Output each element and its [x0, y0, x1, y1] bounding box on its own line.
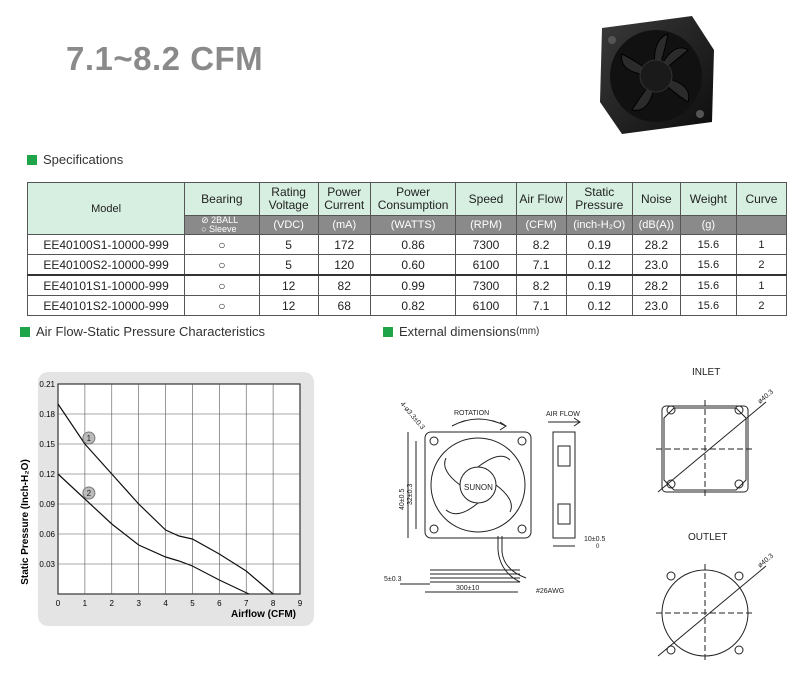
strip-dim: 5±0.3 [384, 576, 402, 583]
y-tick-label: 0.03 [39, 560, 55, 569]
chart-y-label: Static Pressure (Inch-H₂O) [20, 459, 31, 585]
rotation-arrow-icon [452, 419, 506, 426]
y-tick-label: 0.18 [39, 410, 55, 419]
bearing-options: ⊘ 2BALL ○ Sleeve [185, 216, 259, 235]
awg-label: #26AWG [536, 588, 565, 595]
fan-product-image [592, 10, 720, 138]
pressure-airflow-chart [14, 372, 314, 628]
y-tick-label: 0.09 [39, 500, 55, 509]
table-cell-weight: 15.6 [680, 235, 736, 255]
col-airflow: Air Flow [516, 183, 566, 216]
table-cell-speed: 7300 [456, 275, 516, 296]
table-cell-noise: 28.2 [632, 275, 680, 296]
table-cell-noise: 23.0 [632, 255, 680, 276]
col-consumption: Power Consumption [370, 183, 456, 216]
col-current: Power Current [318, 183, 370, 216]
x-tick-label: 7 [243, 599, 249, 608]
table-cell-airflow: 7.1 [516, 255, 566, 276]
series-label-1: 1 [86, 434, 92, 443]
table-row [28, 255, 787, 276]
table-cell-weight: 15.6 [680, 296, 736, 316]
table-cell-noise: 28.2 [632, 235, 680, 255]
spec-table-body [28, 235, 787, 316]
table-cell-bearing: ○ [185, 296, 259, 316]
sleeve-option-icon: ○ [201, 224, 210, 234]
table-cell-voltage: 5 [259, 255, 318, 276]
x-tick-label: 6 [217, 599, 222, 608]
table-cell-airflow: 7.1 [516, 296, 566, 316]
x-tick-label: 5 [190, 599, 195, 608]
table-cell-power: 0.86 [370, 235, 456, 255]
col-speed: Speed [456, 183, 516, 216]
col-curve: Curve [736, 183, 786, 216]
y-tick-label: 0.06 [39, 530, 55, 539]
table-cell-current: 172 [318, 235, 370, 255]
inlet-view [656, 400, 766, 498]
unit-pressure: (inch-H₂O) [566, 216, 632, 235]
table-cell-pressure: 0.19 [566, 275, 632, 296]
page-title: 7.1~8.2 CFM [66, 40, 264, 77]
chart-x-label: Airflow (CFM) [231, 609, 296, 620]
table-cell-current: 82 [318, 275, 370, 296]
green-bullet-icon [383, 327, 393, 337]
unit-speed: (RPM) [456, 216, 516, 235]
x-tick-label: 8 [270, 599, 276, 608]
table-cell-weight: 15.6 [680, 255, 736, 276]
x-tick-label: 9 [297, 599, 303, 608]
external-dimensions-drawing [370, 360, 790, 690]
x-tick-label: 3 [136, 599, 141, 608]
unit-current: (mA) [318, 216, 370, 235]
x-tick-label: 2 [109, 599, 115, 608]
rotation-label: ROTATION [454, 410, 490, 417]
x-tick-label: 0 [55, 599, 61, 608]
x-tick-label: 4 [163, 599, 168, 608]
table-cell-curve: 1 [736, 275, 786, 296]
thickness-sub: 0 [596, 544, 600, 550]
spec-table [27, 182, 787, 316]
table-cell-airflow: 8.2 [516, 235, 566, 255]
outlet-view [656, 564, 766, 662]
table-cell-curve: 1 [736, 235, 786, 255]
col-model: Model [28, 183, 185, 235]
table-cell-current: 120 [318, 255, 370, 276]
table-cell-speed: 6100 [456, 296, 516, 316]
unit-curve [736, 216, 786, 235]
inner-dim: 32±0.3 [407, 483, 414, 505]
col-weight: Weight [680, 183, 736, 216]
table-cell-bearing: ○ [185, 275, 259, 296]
unit-weight: (g) [680, 216, 736, 235]
outer-dim: 40±0.5 [399, 488, 406, 510]
wire-length-dim: 300±10 [456, 585, 480, 592]
brand-label: SUNON [464, 483, 493, 492]
table-cell-power: 0.99 [370, 275, 456, 296]
green-bullet-icon [20, 327, 30, 337]
table-row [28, 235, 787, 255]
y-tick-label: 0.12 [39, 470, 55, 479]
y-tick-label: 0.15 [39, 440, 55, 449]
table-cell-power: 0.82 [370, 296, 456, 316]
unit-consumption: (WATTS) [370, 216, 456, 235]
col-voltage: Rating Voltage [259, 183, 318, 216]
outlet-diameter: ø40.3 [756, 552, 776, 570]
table-cell-pressure: 0.19 [566, 235, 632, 255]
table-cell-model: EE40100S1-10000-999 [28, 235, 185, 255]
table-cell-voltage: 12 [259, 296, 318, 316]
unit-airflow: (CFM) [516, 216, 566, 235]
table-cell-power: 0.60 [370, 255, 456, 276]
table-cell-voltage: 5 [259, 235, 318, 255]
outlet-label: OUTLET [688, 532, 728, 543]
air-flow-label: AIR FLOW [546, 411, 580, 418]
table-cell-bearing: ○ [185, 235, 259, 255]
table-cell-noise: 23.0 [632, 296, 680, 316]
unit-voltage: (VDC) [259, 216, 318, 235]
table-cell-airflow: 8.2 [516, 275, 566, 296]
ball-option-icon: ⊘ [201, 215, 212, 225]
fan-side-view [553, 432, 575, 538]
table-cell-pressure: 0.12 [566, 255, 632, 276]
y-tick-label: 0.21 [39, 380, 55, 389]
table-cell-curve: 2 [736, 296, 786, 316]
x-tick-label: 1 [82, 599, 88, 608]
hole-dim: 4-ø3.3±0.3 [398, 400, 426, 432]
inlet-diameter: ø40.3 [756, 388, 776, 406]
col-pressure: Static Pressure [566, 183, 632, 216]
external-dims-heading: External dimensions (mm) [383, 324, 539, 339]
table-cell-curve: 2 [736, 255, 786, 276]
airflow-heading: Air Flow-Static Pressure Characteristics [20, 324, 265, 339]
table-cell-model: EE40101S2-10000-999 [28, 296, 185, 316]
table-cell-model: EE40100S2-10000-999 [28, 255, 185, 276]
specifications-heading: Specifications [27, 152, 123, 167]
thickness-dim: 10±0.5 [584, 536, 606, 543]
table-cell-pressure: 0.12 [566, 296, 632, 316]
table-row [28, 275, 787, 296]
col-bearing: Bearing [185, 183, 259, 216]
col-noise: Noise [632, 183, 680, 216]
table-cell-weight: 15.6 [680, 275, 736, 296]
table-cell-model: EE40101S1-10000-999 [28, 275, 185, 296]
green-bullet-icon [27, 155, 37, 165]
plot-area [58, 384, 300, 594]
table-cell-speed: 6100 [456, 255, 516, 276]
table-cell-bearing: ○ [185, 255, 259, 276]
series-label-2: 2 [86, 489, 92, 498]
unit-noise: (dB(A)) [632, 216, 680, 235]
inlet-label: INLET [692, 367, 721, 378]
table-cell-voltage: 12 [259, 275, 318, 296]
table-row [28, 296, 787, 316]
table-cell-current: 68 [318, 296, 370, 316]
chart-grid [58, 384, 300, 594]
table-cell-speed: 7300 [456, 235, 516, 255]
